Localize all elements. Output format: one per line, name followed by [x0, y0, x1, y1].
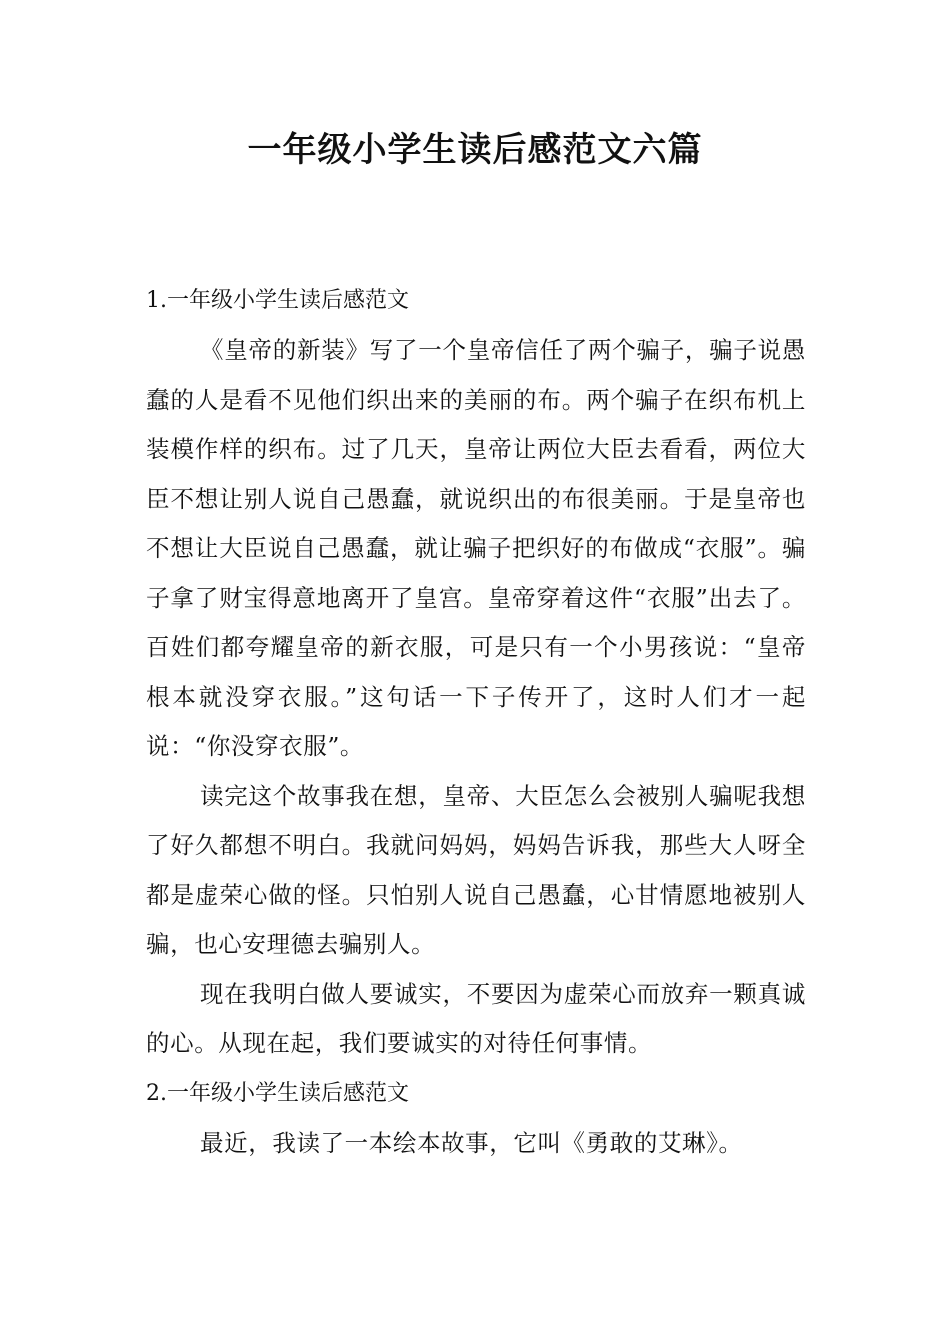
section-1: [146, 276, 806, 1069]
paragraph: 读完这个故事我在想，皇帝、大臣怎么会被别人骗呢我想了好久都想不明白。我就问妈妈，妈妈告诉我，那些大人呀全都是虚荣心做的怪。只怕别人说自己愚蠢，心甘情愿地被别人骗，也心安理德去骗别人。: [146, 781, 806, 958]
paragraph: 最近，我读了一本绘本故事，它叫《勇敢的艾琳》。: [200, 1128, 743, 1157]
section-heading: 1.一年级小学生读后感范文: [146, 288, 409, 313]
section-heading: 2.一年级小学生读后感范文: [146, 1080, 409, 1106]
section-2: [146, 1069, 806, 1169]
paragraph: 《皇帝的新装》写了一个皇帝信任了两个骗子，骗子说愚蠢的人是看不见他们织出来的美丽的布。两个骗子在织布机上装模作样的织布。过了几天，皇帝让两位大臣去看看，两位大臣不想让别人说自己愚蠢，就说织出的布很美丽。于是皇帝也不想让大臣说自己愚蠢，就让骗子把织好的布做成“衣服”。骗子拿了财宝得意地离开了皇宫。皇帝穿着这件“衣服”出去了。百姓们都夸耀皇帝的新衣服，可是只有一个小男孩说：“皇帝根本就没穿衣服。”这句话一下子传开了，这时人们才一起说：“你没穿衣服”。: [146, 336, 806, 760]
document-title: 一年级小学生读后感范文六篇: [247, 130, 703, 170]
paragraph: 现在我明白做人要诚实，不要因为虚荣心而放弃一颗真诚的心。从现在起，我们要诚实的对待任何事情。: [146, 979, 806, 1057]
document-body: [146, 276, 806, 1168]
